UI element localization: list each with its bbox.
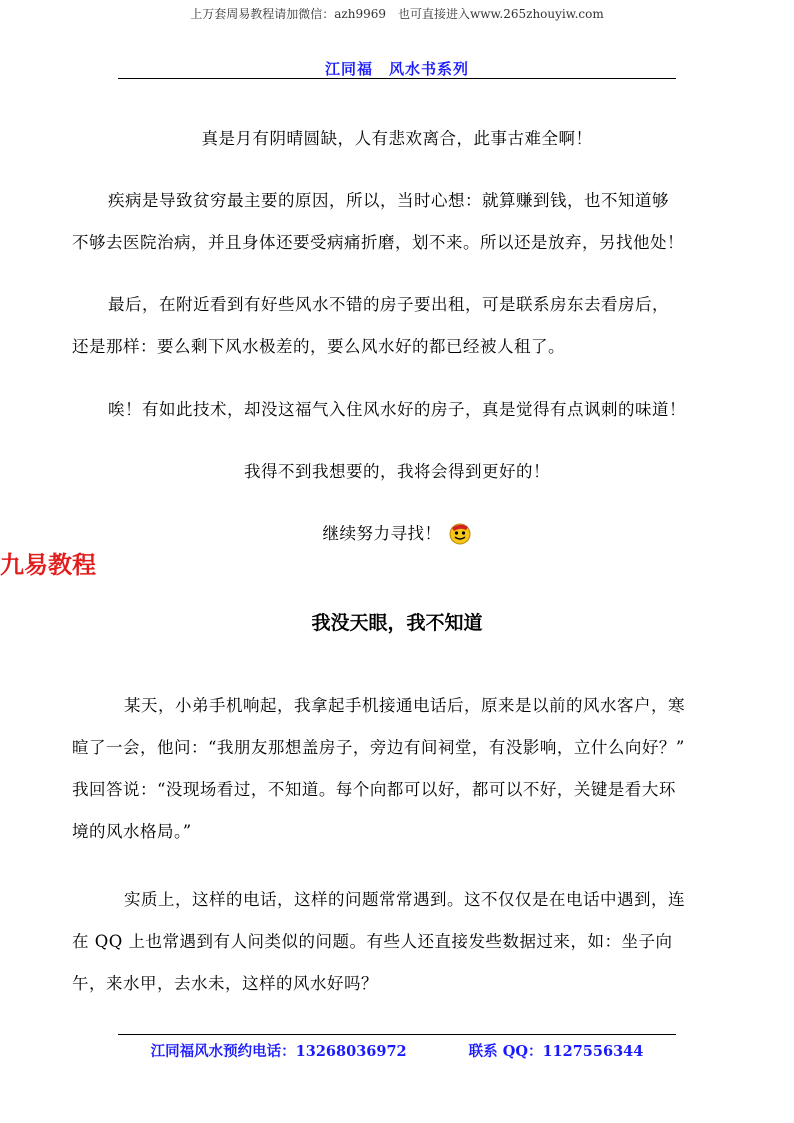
watermark-logo: 九易教程 — [0, 551, 96, 579]
paragraph-2-line-2: 不够去医院治病，并且身体还要受病痛折磨，划不来。所以还是放弃，另找他处！ — [72, 233, 684, 252]
paragraph-4: 唉！有如此技术，却没这福气入住风水好的房子，真是觉得有点讽刺的味道！ — [108, 400, 686, 419]
section-2-line-3: 午，来水甲，去水未，这样的风水好吗？ — [72, 974, 378, 993]
footer — [0, 1040, 794, 1061]
footer-divider — [118, 1034, 676, 1035]
header-divider — [118, 78, 676, 79]
footer-phone: 江同福风水预约电话：13268036972 — [150, 1043, 407, 1060]
paragraph-2-line-1: 疾病是导致贫穷最主要的原因，所以，当时心想：就算赚到钱，也不知道够 — [108, 191, 669, 210]
top-note: 上万套周易教程请加微信：azh9969 也可直接进入www.265zhouyiw.com — [190, 7, 604, 21]
section-1-line-4: 境的风水格局。” — [72, 822, 192, 841]
paragraph-3-line-1: 最后，在附近看到有好些风水不错的房子要出租，可是联系房东去看房后， — [108, 295, 669, 314]
header-title: 江同福 风水书系列 — [324, 60, 469, 78]
paragraph-6 — [0, 516, 794, 558]
section-1-line-3: 我回答说：“没现场看过，不知道。每个向都可以好，都可以不好，关键是看大环 — [72, 780, 676, 799]
section-2-line-1: 实质上，这样的电话，这样的问题常常遇到。这不仅仅是在电话中遇到，连 — [124, 890, 685, 909]
section-1-line-1: 某天，小弟手机响起，我拿起手机接通电话后，原来是以前的风水客户，寒 — [124, 696, 685, 715]
paragraph-1: 真是月有阴晴圆缺，人有悲欢离合，此事古难全啊！ — [201, 129, 593, 148]
paragraph-3-line-2: 还是那样：要么剩下风水极差的，要么风水好的都已经被人租了。 — [72, 337, 565, 356]
section-1-line-2: 暄了一会，他问：“我朋友那想盖房子，旁边有间祠堂，有没影响，立什么向好？” — [72, 738, 685, 757]
paragraph-5: 我得不到我想要的，我将会得到更好的！ — [244, 462, 550, 481]
smiley-face-icon — [448, 521, 472, 558]
section-2-line-2: 在 QQ 上也常遇到有人问类似的问题。有些人还直接发些数据过来，如：坐子向 — [72, 932, 673, 951]
section-title: 我没天眼，我不知道 — [311, 612, 483, 634]
footer-qq: 联系 QQ：1127556344 — [468, 1043, 644, 1060]
paragraph-6-text: 继续努力寻找！ — [322, 524, 442, 543]
